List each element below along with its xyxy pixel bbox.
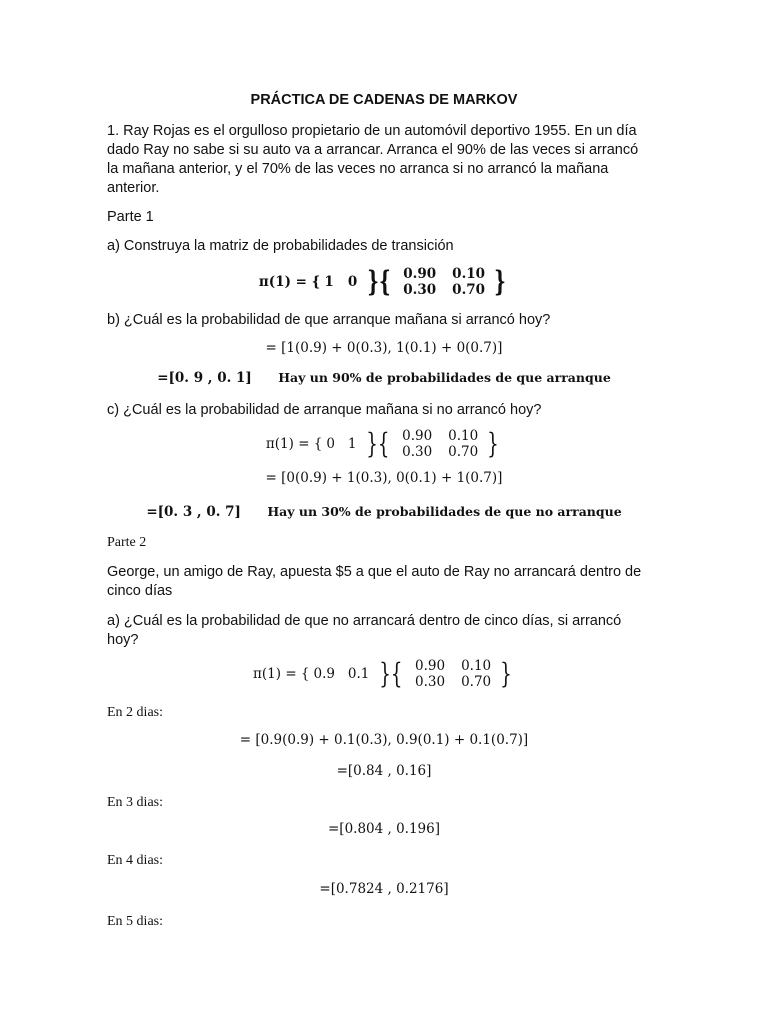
initial-vector: 1 0 xyxy=(324,274,358,290)
initial-vector: 0.9 0.1 xyxy=(313,666,370,682)
matrix-cell: 0.70 xyxy=(452,282,486,298)
brace-glyph: } xyxy=(500,657,512,690)
question-1b: b) ¿Cuál es la probabilidad de que arranque mañana si arrancó hoy? xyxy=(107,312,551,328)
matrix-cell: 0.10 xyxy=(448,428,479,444)
formula-1c xyxy=(0,428,768,460)
day-4-result: =[0.7824 , 0.2176] xyxy=(319,881,449,897)
brace-glyph: } xyxy=(494,265,506,298)
problem-line: dado Ray no sabe si su auto va a arrancar. Arranca el 90% de las veces si arrancó xyxy=(107,142,639,158)
transition-matrix-formula xyxy=(0,266,768,298)
day-3-result: =[0.804 , 0.196] xyxy=(327,821,440,837)
matrix-cell: 0.30 xyxy=(403,282,437,298)
question-2a: a) ¿Cuál es la probabilidad de que no arrancará dentro de cinco días, si arrancó xyxy=(107,613,622,629)
formula-2a xyxy=(0,658,768,690)
part-1-heading: Parte 1 xyxy=(107,209,154,225)
result-vector: =[0. 3 , 0. 7] xyxy=(146,504,241,520)
question-1c: c) ¿Cuál es la probabilidad de arranque mañana si no arrancó hoy? xyxy=(107,402,542,418)
day-2-label: En 2 dias: xyxy=(107,705,163,720)
day-4-label: En 4 dias: xyxy=(107,853,163,868)
part-2-intro: George, un amigo de Ray, apuesta $5 a que el auto de Ray no arrancará dentro de xyxy=(107,564,642,580)
brace-glyph: }{ xyxy=(367,265,391,298)
problem-line: 1. Ray Rojas es el orgulloso propietario de un automóvil deportivo 1955. En un día xyxy=(107,123,637,139)
transition-matrix xyxy=(401,266,487,298)
part-2-intro: cinco días xyxy=(107,583,173,599)
transition-matrix xyxy=(413,658,493,690)
matrix-cell: 0.90 xyxy=(415,658,446,674)
transition-matrix xyxy=(400,428,480,460)
result-1b xyxy=(0,369,768,387)
day-2-result: =[0.84 , 0.16] xyxy=(336,763,432,779)
formula-lhs: π(1) = { xyxy=(265,436,323,452)
brace-glyph: } xyxy=(487,427,499,460)
matrix-cell: 0.90 xyxy=(403,266,437,282)
result-vector: =[0. 9 , 0. 1] xyxy=(157,370,252,386)
calc-1b: = [1(0.9) + 0(0.3), 1(0.1) + 0(0.7)] xyxy=(265,340,503,356)
part-2-heading: Parte 2 xyxy=(107,535,147,550)
matrix-cell: 0.10 xyxy=(452,266,486,282)
question-2a: hoy? xyxy=(107,632,139,648)
initial-vector: 0 1 xyxy=(326,436,357,452)
matrix-cell: 0.70 xyxy=(448,444,479,460)
brace-glyph: }{ xyxy=(366,427,390,460)
day-3-label: En 3 dias: xyxy=(107,795,163,810)
matrix-cell: 0.30 xyxy=(402,444,433,460)
formula-lhs: π(1) = { xyxy=(253,666,310,682)
day-5-label: En 5 dias: xyxy=(107,914,163,929)
page-title: PRÁCTICA DE CADENAS DE MARKOV xyxy=(250,92,518,108)
formula-lhs: π(1) = { xyxy=(258,274,321,290)
matrix-cell: 0.90 xyxy=(402,428,433,444)
matrix-cell: 0.10 xyxy=(461,658,492,674)
calc-1c: = [0(0.9) + 1(0.3), 0(0.1) + 1(0.7)] xyxy=(265,470,503,486)
problem-line: anterior. xyxy=(107,180,160,196)
result-1c xyxy=(0,503,768,521)
matrix-cell: 0.30 xyxy=(415,674,446,690)
matrix-cell: 0.70 xyxy=(461,674,492,690)
result-note: Hay un 90% de probabilidades de que arranque xyxy=(278,370,611,385)
question-1a: a) Construya la matriz de probabilidades de transición xyxy=(107,238,454,254)
problem-line: la mañana anterior, y el 70% de las veces no arranca si no arrancó la mañana xyxy=(107,161,609,177)
day-2-calc: = [0.9(0.9) + 0.1(0.3), 0.9(0.1) + 0.1(0.7)] xyxy=(239,732,529,748)
brace-glyph: }{ xyxy=(379,657,403,690)
result-note: Hay un 30% de probabilidades de que no arranque xyxy=(267,504,622,519)
